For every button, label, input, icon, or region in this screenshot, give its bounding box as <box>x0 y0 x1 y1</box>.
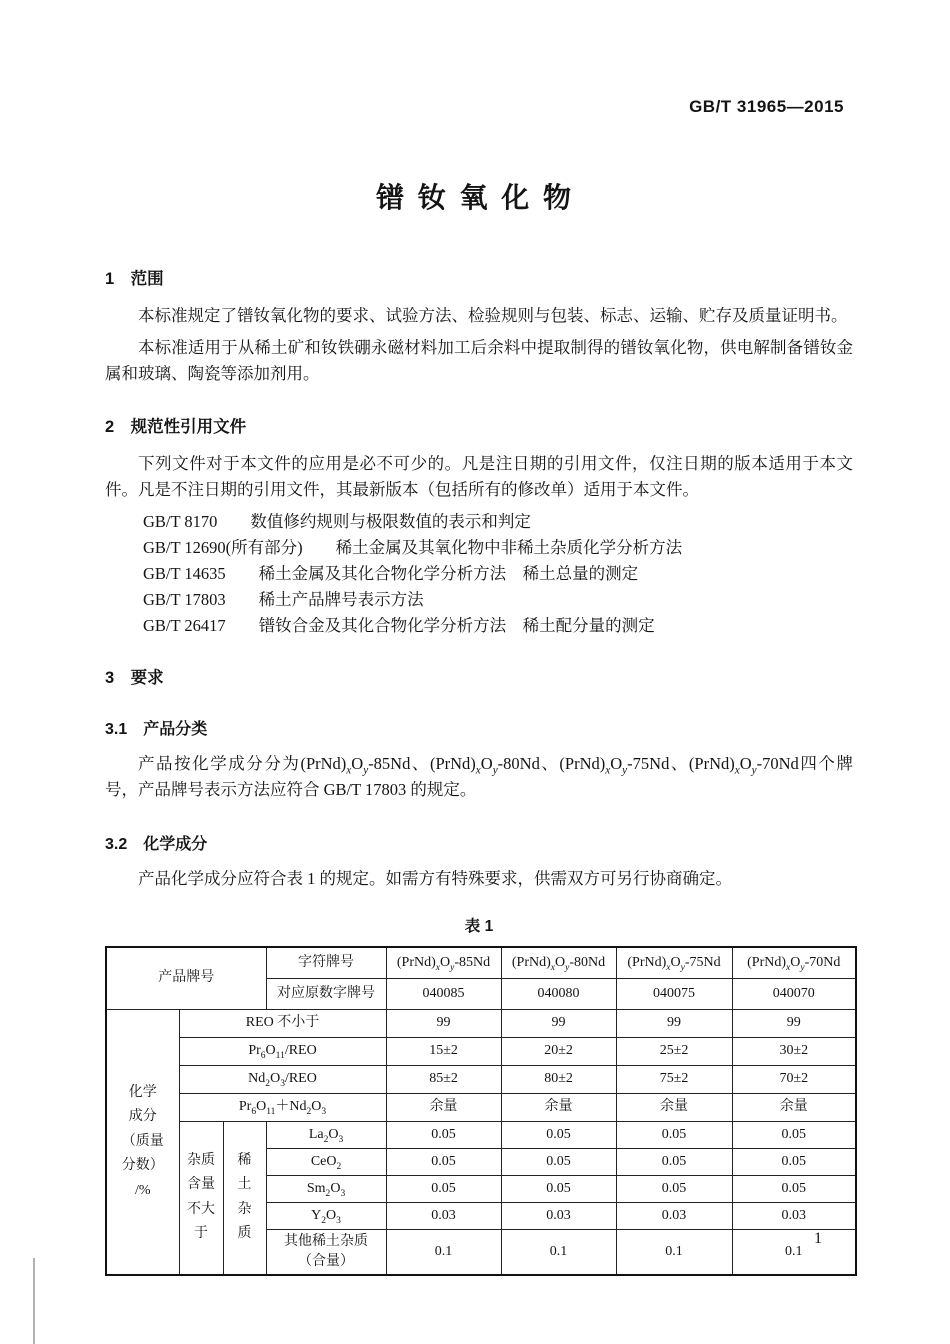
cell-ceo2-label: CeO$_2$ <box>266 1148 386 1175</box>
table-cell: 30±2 <box>732 1037 856 1065</box>
cell-sm2o3-label: $Sm_2O_3$ <box>266 1175 386 1202</box>
scan-artifact-line <box>33 1258 35 1344</box>
section-3-1-paragraph-1: 产品按化学成分分为$(PrNd)_xO_y-85Nd$、$(PrNd)_xO_y-80Nd$、$(PrNd)_xO_y-75Nd$、$(PrNd)_xO_y-70Nd$四个牌号，产品牌号表示方法应符合 GB/T 17803 的规定。 <box>105 754 853 799</box>
cell-rare-earth-impurity-label: 稀 土 杂 质 <box>223 1121 266 1275</box>
table-cell: 余量 <box>501 1093 616 1121</box>
table-cell: 0.05 <box>386 1121 501 1148</box>
cell-char-brand-1: $(PrNd)_xO_y-80Nd$ <box>501 947 616 978</box>
cell-product-brand-label: 产品牌号 <box>106 947 266 1009</box>
section-3-2-heading: 3.2 化学成分 <box>105 836 208 853</box>
section-3-heading: 3 要求 <box>105 669 164 687</box>
table-cell: 0.05 <box>616 1148 732 1175</box>
table-cell: 0.05 <box>732 1175 856 1202</box>
cell-digit-brand-2: 040075 <box>616 978 732 1009</box>
section-1-paragraph-2: 本标准适用于从稀土矿和钕铁硼永磁材料加工后余料中提取制得的镨钕氧化物，供电解制备镨钕金属和玻璃、陶瓷等添加剂用。 <box>105 338 853 383</box>
chemical-composition-table <box>105 946 857 1276</box>
table-cell: 99 <box>732 1009 856 1037</box>
reference-item: GB/T 26417 镨钕合金及其化合物化学分析方法 稀土配分量的测定 <box>143 616 655 635</box>
table-cell: 0.05 <box>386 1148 501 1175</box>
table-cell: 0.05 <box>501 1148 616 1175</box>
table-cell: 0.03 <box>501 1202 616 1229</box>
section-3-1-heading: 3.1 产品分类 <box>105 721 208 738</box>
cell-digit-brand-3: 040070 <box>732 978 856 1009</box>
table-cell: 0.1 <box>501 1229 616 1275</box>
section-2-heading: 2 规范性引用文件 <box>105 418 247 436</box>
reference-item: GB/T 14635 稀土金属及其化合物化学分析方法 稀土总量的测定 <box>143 564 639 583</box>
cell-nd2o3-reo-label: $Nd_2O_3$/REO <box>179 1065 386 1093</box>
table-cell: 20±2 <box>501 1037 616 1065</box>
reference-item: GB/T 8170 数值修约规则与极限数值的表示和判定 <box>143 512 531 531</box>
table-cell: 0.05 <box>732 1148 856 1175</box>
table-cell: 余量 <box>732 1093 856 1121</box>
reference-item: GB/T 17803 稀土产品牌号表示方法 <box>143 590 424 609</box>
table-cell: 0.05 <box>616 1175 732 1202</box>
cell-reo-label: REO 不小于 <box>179 1009 386 1037</box>
cell-digit-brand-1: 040080 <box>501 978 616 1009</box>
table-cell: 75±2 <box>616 1065 732 1093</box>
page-number: 1 <box>814 1230 822 1247</box>
table-cell: 85±2 <box>386 1065 501 1093</box>
table-cell: 99 <box>616 1009 732 1037</box>
cell-digit-brand-label: 对应原数字牌号 <box>266 978 386 1009</box>
table-cell: 80±2 <box>501 1065 616 1093</box>
table-cell: 0.03 <box>616 1202 732 1229</box>
table-cell: 余量 <box>616 1093 732 1121</box>
table-cell: 15±2 <box>386 1037 501 1065</box>
section-3-2-paragraph-1: 产品化学成分应符合表 1 的规定。如需方有特殊要求，供需双方可另行协商确定。 <box>138 869 732 888</box>
table-cell: 25±2 <box>616 1037 732 1065</box>
section-2-paragraph-1: 下列文件对于本文件的应用是必不可少的。凡是注日期的引用文件，仅注日期的版本适用于本文件。凡是不注日期的引用文件，其最新版本（包括所有的修改单）适用于本文件。 <box>105 454 853 499</box>
cell-digit-brand-0: 040085 <box>386 978 501 1009</box>
section-1-heading: 1 范围 <box>105 270 164 288</box>
section-1-paragraph-1: 本标准规定了镨钕氧化物的要求、试验方法、检验规则与包装、标志、运输、贮存及质量证明书。 <box>138 306 848 325</box>
table-cell: 99 <box>501 1009 616 1037</box>
table-cell: 0.1 <box>386 1229 501 1275</box>
table-cell: 0.05 <box>501 1121 616 1148</box>
table-cell: 0.03 <box>386 1202 501 1229</box>
table-cell: 0.03 <box>732 1202 856 1229</box>
cell-pr6o11-reo-label: $Pr_6O_{11}$/REO <box>179 1037 386 1065</box>
table-cell: 70±2 <box>732 1065 856 1093</box>
table-cell: 0.05 <box>616 1121 732 1148</box>
cell-chemical-composition-label: 化学 成分 （质量 分数） /% <box>106 1009 179 1275</box>
table-caption: 表 1 <box>464 918 494 935</box>
cell-other-rare-earth-label: 其他稀土杂质 （合量） <box>266 1229 386 1275</box>
cell-impurity-content-label: 杂质 含量 不大 于 <box>179 1121 223 1275</box>
table-cell: 0.1 <box>616 1229 732 1275</box>
cell-char-brand-0: $(PrNd)_xO_y-85Nd$ <box>386 947 501 978</box>
document-body <box>105 263 853 1276</box>
table-cell: 0.05 <box>501 1175 616 1202</box>
cell-la2o3-label: $La_2O_3$ <box>266 1121 386 1148</box>
table-cell: 余量 <box>386 1093 501 1121</box>
reference-item: GB/T 12690(所有部分) 稀土金属及其氧化物中非稀土杂质化学分析方法 <box>143 538 683 557</box>
table-cell: 0.1 <box>732 1229 856 1275</box>
cell-char-brand-3: $(PrNd)_xO_y-70Nd$ <box>732 947 856 978</box>
table-cell: 99 <box>386 1009 501 1037</box>
standard-number: GB/T 31965—2015 <box>689 97 844 116</box>
cell-char-brand-label: 字符牌号 <box>266 947 386 978</box>
table-cell: 0.05 <box>732 1121 856 1148</box>
table-cell: 0.05 <box>386 1175 501 1202</box>
document-title: 镨 钕 氧 化 物 <box>375 182 575 213</box>
cell-y2o3-label: $Y_2O_3$ <box>266 1202 386 1229</box>
cell-char-brand-2: $(PrNd)_xO_y-75Nd$ <box>616 947 732 978</box>
cell-pr6o11-plus-nd2o3-label: $Pr_6O_{11}+Nd_2O_3$ <box>179 1093 386 1121</box>
